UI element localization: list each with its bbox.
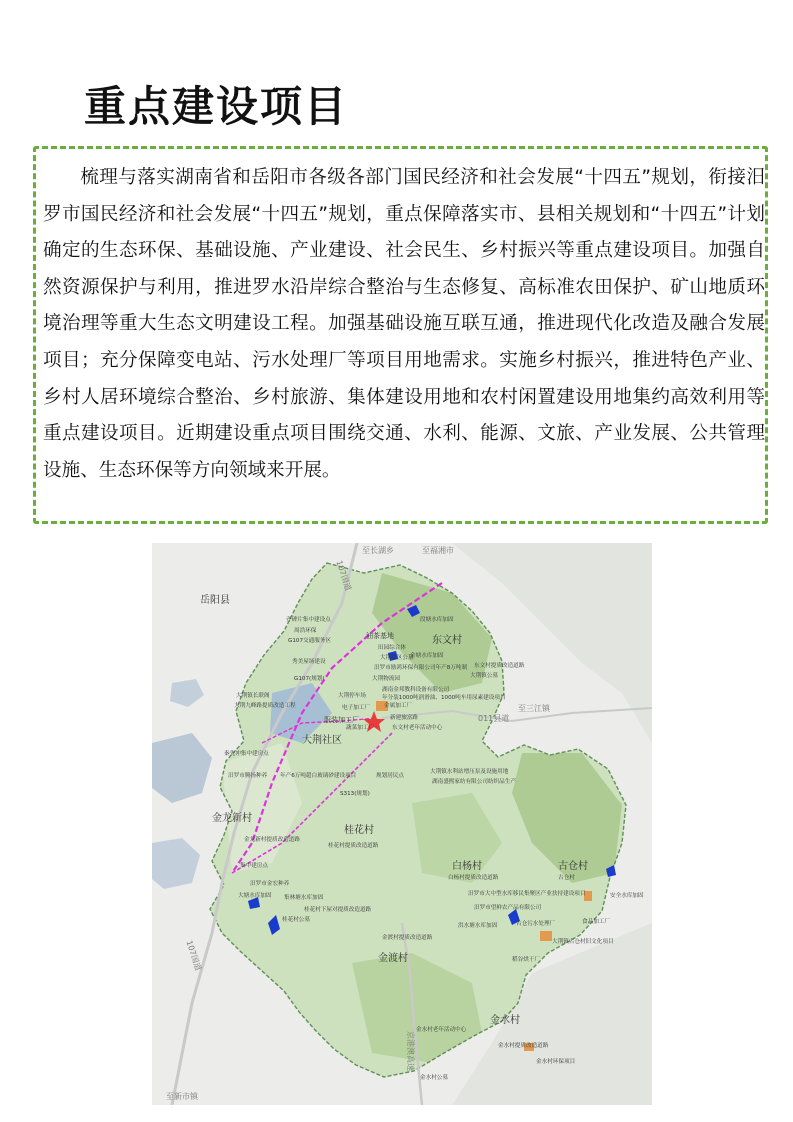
page-title: 重点建设项目 (84, 82, 349, 131)
label-jindu-village: 金渡村 (378, 953, 408, 964)
project-label: 大荆停车场 (338, 693, 366, 699)
project-label: G107交通服务区 (288, 638, 331, 644)
project-label: 大荆镇古仓村旧文化项目 (552, 939, 614, 945)
label-yueyang-county: 岳阳县 (200, 595, 230, 606)
project-label: 古仓污水处理厂 (516, 921, 556, 927)
project-label: 桂花村提质改造道路 (328, 843, 379, 849)
project-label: 大塘水库加固 (238, 893, 272, 899)
project-label: 白杨村提质改造道路 (448, 875, 499, 881)
project-label: 汨罗市腾扬种养 (228, 773, 268, 779)
label-jinlong-village: 金龙新村 (212, 813, 252, 824)
project-label: 秦先冲集中建房点 (224, 751, 269, 757)
project-label: 金水村老年活动中心 (416, 1027, 467, 1033)
project-label: 集林塘水库加固 (284, 895, 324, 901)
project-label: G107(规划) (294, 676, 325, 682)
project-label: 汨罗市望鲜农产品有限公司 (474, 905, 542, 911)
project-label: 大荆物流园 (372, 676, 400, 682)
project-label: 年产6万吨超白玻璃砂建设项目 (280, 773, 357, 779)
label-guihua-village: 桂花村 (344, 825, 374, 836)
project-label: 东文村老年活动中心 (392, 725, 443, 731)
project-label: 周浩环保 (294, 628, 317, 634)
label-road-011: 011县道 (478, 714, 510, 723)
map-graphic (152, 543, 652, 1105)
project-label: 大荆社区公墓 (380, 655, 414, 661)
project-label: 湖南金邦教科设备有限公司 (382, 687, 450, 693)
project-label: 桂花村公墓 (282, 917, 310, 923)
project-label: 稻谷烘干厂 (512, 957, 540, 963)
project-label: 新建旅富路 (390, 715, 418, 721)
label-baiyang-village: 白杨村 (452, 861, 482, 872)
project-label: S313(规划) (340, 791, 370, 797)
project-label: 大荆九峰路提质改造工程 (234, 703, 296, 709)
label-road-g107-south: 107国道 (184, 939, 203, 972)
project-label: 金水村环保项目 (536, 1059, 576, 1065)
label-dongwen-village: 东文村 (432, 635, 462, 646)
project-label: 秀美屋场建设 (292, 659, 326, 665)
project-label: 金水村公墓 (420, 1075, 448, 1081)
project-label: 大荆镇长联阁 (236, 693, 270, 699)
project-label: 段塘水库加固 (420, 617, 454, 623)
project-label: 食品加工厂 (582, 919, 610, 925)
body-paragraph: 梳理与落实湖南省和岳阳市各级各部门国民经济和社会发展“十四五”规划，衔接汨罗市国民经济和社会发展“十四五”规划，重点保障落实市、县相关规划和“十四五”计划确定的生态环保、基础设施、产业建设、社会民生、乡村振兴等重点建设项目。加强自然资源保护与利用，推进罗水沿岸综合整治与生态修复、高标准农田保护、矿山地质环境治理等重大生态文明建设工程。加强基础设施互联互通，推进现代化改造及融合发展项目；充分保障变电站、污水处理厂等项目用地需求。实施乡村振兴，推进特色产业、乡村人居环境综合整治、乡村旅游、集体建设用地和农村闲置建设用地集约高效利用等重点建设项目。近期建设重点项目围绕交通、水利、能源、文旅、产业发展、公共管理设施、生态环保等方向领域来开展。 (43, 167, 765, 481)
label-east-town: 至三江镇 (518, 704, 550, 713)
project-label: 汨罗市励鸿环保有限公司年产8万吨制 (374, 665, 468, 671)
project-label: 金塘水库加固 (410, 653, 444, 659)
project-label: 齐碑片集中建设点 (286, 617, 331, 623)
label-dajing-community: 大荆社区 (302, 735, 342, 746)
site-gucang-1 (540, 931, 552, 941)
project-label: 田园综合体 (378, 645, 406, 651)
project-label: 服装加工厂 (324, 716, 359, 724)
label-road-g107-north: 107国道 (334, 559, 353, 592)
project-label: 湖南盛熙家纺有限公司纺织品生产 (432, 779, 516, 785)
label-north-town-2: 至福湘市 (422, 546, 454, 555)
label-expressway: 京港澳高速 (406, 1031, 415, 1071)
project-label: 大荆镇公墓 (470, 673, 498, 679)
project-label: 油茶基地 (366, 632, 394, 640)
project-label: 桂花村下屋对提质改造道路 (304, 907, 372, 913)
label-south-town: 至新市镇 (166, 1092, 198, 1101)
project-label: 金渡村提质改造道路 (382, 935, 433, 941)
project-label: 洪水塘水库加固 (458, 923, 498, 929)
project-label: 金龙新村提质改造道路 (244, 837, 300, 843)
project-label: 金属加工厂 (384, 703, 412, 709)
project-label: 汨罗市大中型水库移民集聚区产业扶持建设项目 (468, 891, 586, 897)
project-label: 安全水库加固 (610, 893, 644, 899)
project-label: 东文村提质改造道路 (474, 663, 525, 669)
label-jinshui-village: 金水村 (490, 1015, 520, 1026)
planning-map (152, 543, 652, 1105)
project-label: 电子加工厂 (342, 705, 370, 711)
project-label: 年分装1000吨润滑油、1000吨车用尿素建设项目 (382, 695, 506, 701)
project-label: 蔬菜加工厂 (346, 725, 374, 731)
project-label: 汨罗市金宏种养 (250, 881, 290, 887)
project-label: 规划居民点 (376, 773, 404, 779)
project-label: 古仓村 (558, 875, 575, 881)
label-north-town-1: 至长湖乡 (362, 546, 394, 555)
project-label: 金水村提质改造道路 (498, 1043, 549, 1049)
project-label: 集中建房点 (240, 863, 268, 869)
label-gucang-village: 古仓村 (558, 861, 588, 872)
project-label: 大荆镇水利站增压泵及设施用地 (430, 769, 509, 775)
